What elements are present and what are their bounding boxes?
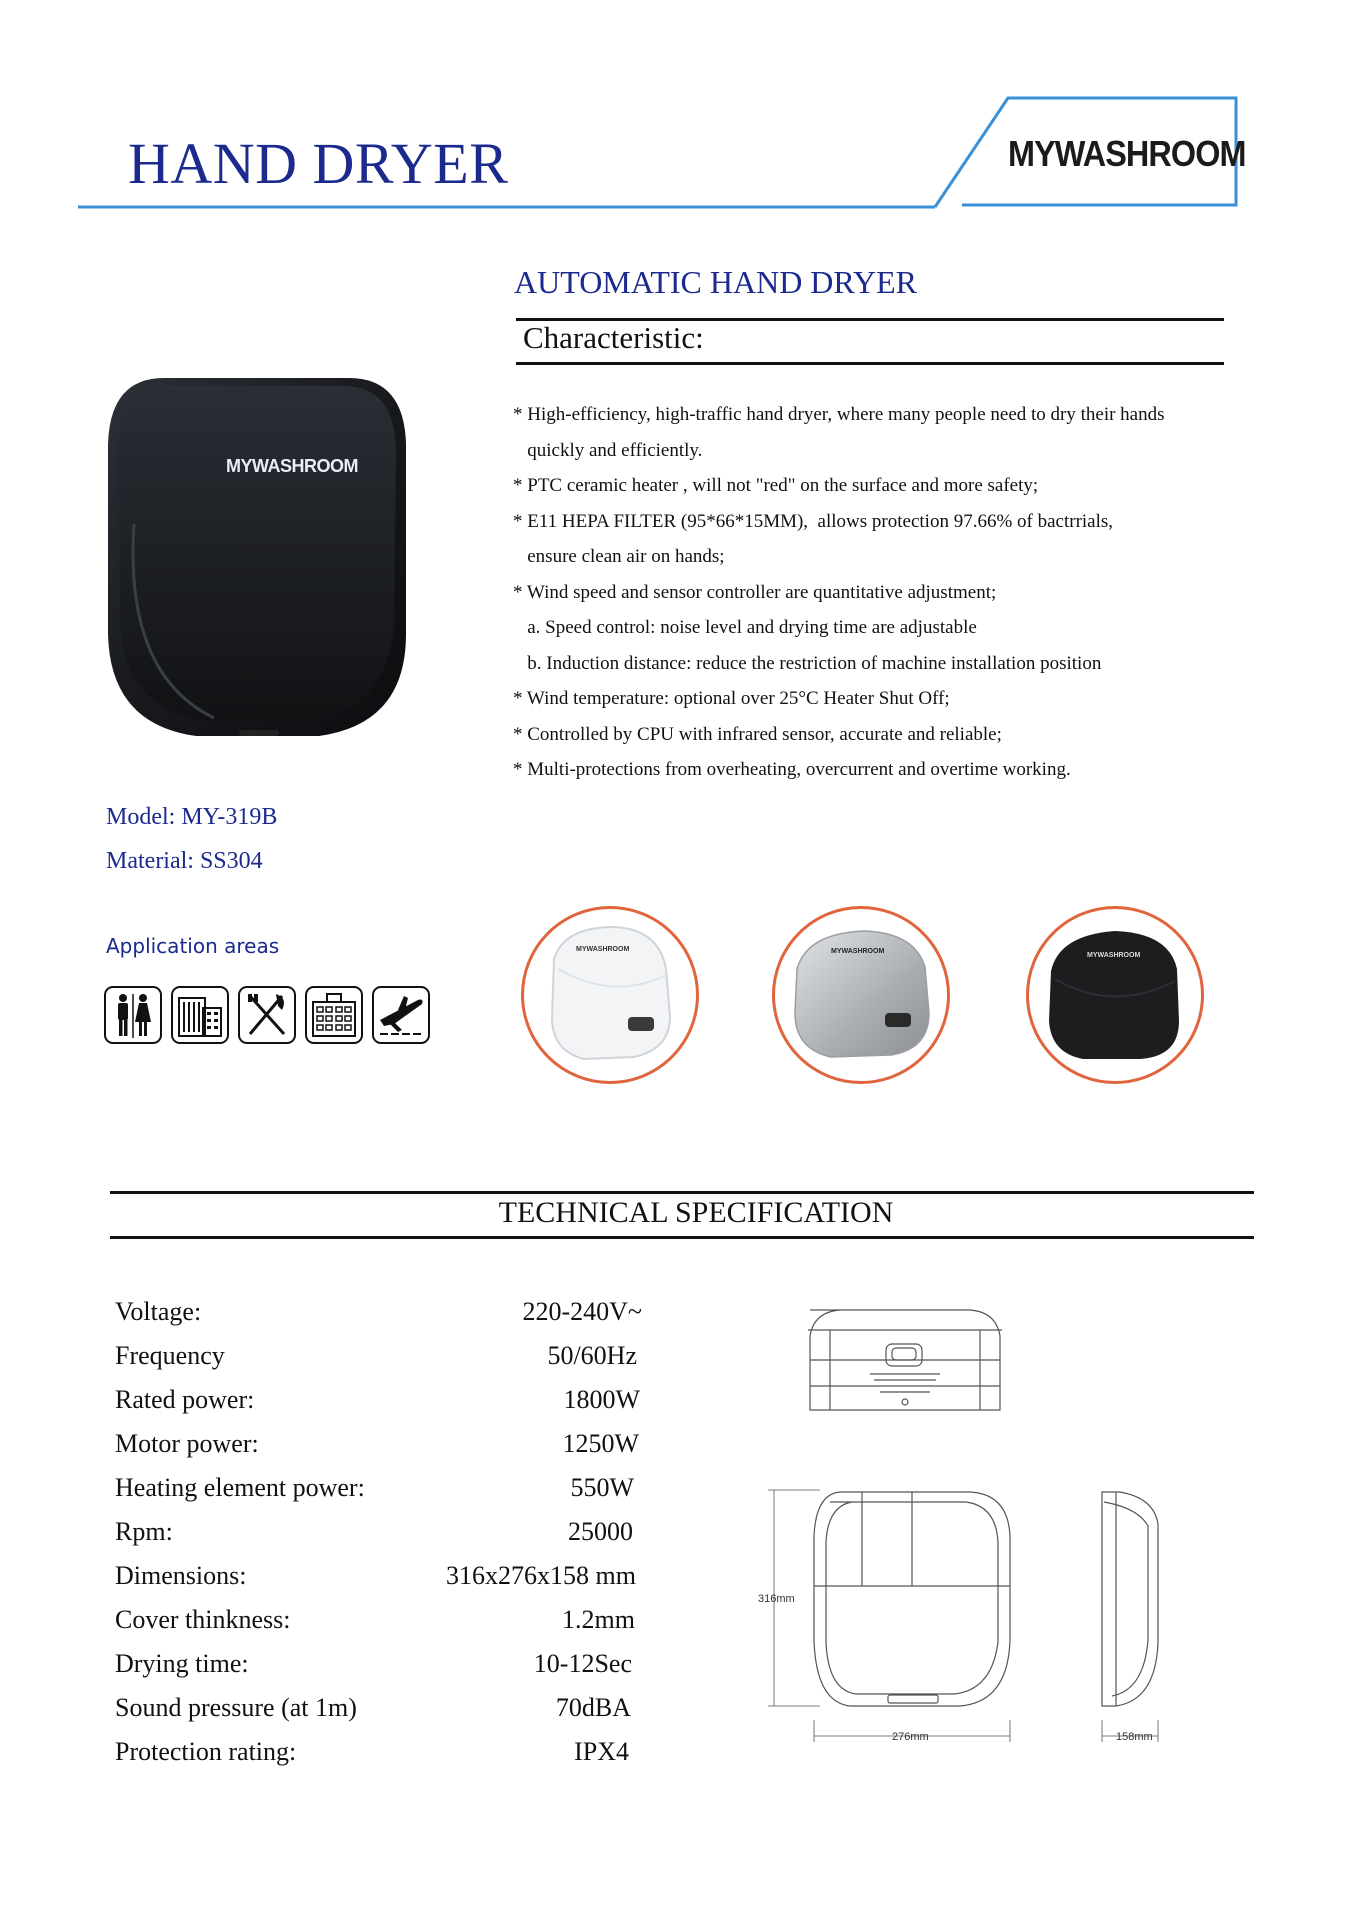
- spec-label: Drying time:: [115, 1649, 249, 1678]
- color-option-black: [1026, 906, 1204, 1084]
- spec-value: 10-12Sec: [533, 1649, 632, 1678]
- restaurant-icon: [238, 986, 296, 1044]
- spec-value: 1250W: [562, 1429, 639, 1458]
- color-option-white: [521, 906, 699, 1084]
- spec-label: Voltage:: [115, 1297, 202, 1326]
- product-subtitle: AUTOMATIC HAND DRYER: [514, 264, 917, 300]
- spec-value: 550W: [570, 1473, 634, 1502]
- characteristic-heading: Characteristic:: [523, 320, 704, 355]
- hotel-icon: [305, 986, 363, 1044]
- feature-line: * PTC ceramic heater , will not "red" on the surface and more safety;: [513, 475, 1039, 496]
- technical-drawing: [740, 1290, 1220, 1770]
- divider: [110, 1236, 1254, 1239]
- restroom-icon: [104, 986, 162, 1044]
- feature-line: quickly and efficiently.: [513, 439, 703, 461]
- spec-label: Frequency: [115, 1341, 225, 1370]
- spec-value: 50/60Hz: [547, 1341, 637, 1370]
- feature-line: * Wind temperature: optional over 25°C Heater Shut Off;: [513, 688, 950, 709]
- width-dimension: 276mm: [892, 1731, 929, 1743]
- feature-line: b. Induction distance: reduce the restriction of machine installation position: [513, 652, 1102, 674]
- brand-logo: MYWASHROOM: [1008, 133, 1246, 174]
- spec-label: Rpm:: [115, 1517, 173, 1546]
- feature-line: * Multi-protections from overheating, overcurrent and overtime working.: [513, 759, 1071, 780]
- feature-line: * E11 HEPA FILTER (95*66*15MM), allows protection 97.66% of bactrrials,: [513, 510, 1114, 532]
- product-photo: [104, 374, 410, 744]
- feature-list: [513, 397, 1253, 788]
- spec-value: 1.2mm: [562, 1605, 635, 1634]
- material: Material: SS304: [106, 848, 263, 874]
- application-areas-heading: Application areas: [106, 934, 280, 958]
- feature-line: * High-efficiency, high-traffic hand dryer, where many people need to dry their hands: [513, 404, 1165, 425]
- divider: [516, 362, 1224, 365]
- feature-line: * Wind speed and sensor controller are quantitative adjustment;: [513, 581, 997, 603]
- model-number: Model: MY-319B: [106, 804, 278, 830]
- office-building-icon: [171, 986, 229, 1044]
- spec-label: Dimensions:: [115, 1561, 247, 1590]
- side-view-drawing: [1102, 1492, 1158, 1742]
- svg-text:MYWASHROOM: MYWASHROOM: [1087, 952, 1141, 959]
- spec-label: Protection rating:: [115, 1737, 297, 1766]
- spec-heading: TECHNICAL SPECIFICATION: [498, 1196, 894, 1229]
- front-view-drawing: [768, 1490, 1010, 1742]
- spec-value: 316x276x158 mm: [446, 1561, 636, 1590]
- top-view-drawing: [808, 1310, 1002, 1410]
- feature-line: a. Speed control: noise level and drying time are adjustable: [513, 617, 977, 638]
- product-logo: MYWASHROOM: [226, 456, 358, 476]
- height-dimension: 316mm: [758, 1593, 795, 1605]
- color-option-stainless: [772, 906, 950, 1084]
- svg-text:MYWASHROOM: MYWASHROOM: [831, 948, 885, 955]
- depth-dimension: 158mm: [1116, 1731, 1153, 1743]
- spec-value: 70dBA: [555, 1693, 631, 1722]
- spec-value: 25000: [568, 1517, 633, 1546]
- spec-label: Motor power:: [115, 1429, 259, 1458]
- spec-value: IPX4: [574, 1737, 629, 1766]
- feature-line: ensure clean air on hands;: [513, 546, 725, 567]
- spec-label: Rated power:: [115, 1385, 255, 1414]
- feature-line: * Controlled by CPU with infrared sensor, accurate and reliable;: [513, 723, 1002, 745]
- spec-label: Sound pressure (at 1m): [115, 1693, 357, 1722]
- spec-label: Heating element power:: [115, 1473, 365, 1502]
- spec-value: 1800W: [563, 1385, 640, 1414]
- spec-value: 220-240V~: [522, 1297, 642, 1326]
- airport-icon: [372, 986, 430, 1044]
- page-title: HAND DRYER: [128, 131, 509, 196]
- svg-text:MYWASHROOM: MYWASHROOM: [576, 946, 630, 953]
- spec-label: Cover thinkness:: [115, 1605, 291, 1634]
- divider: [110, 1191, 1254, 1194]
